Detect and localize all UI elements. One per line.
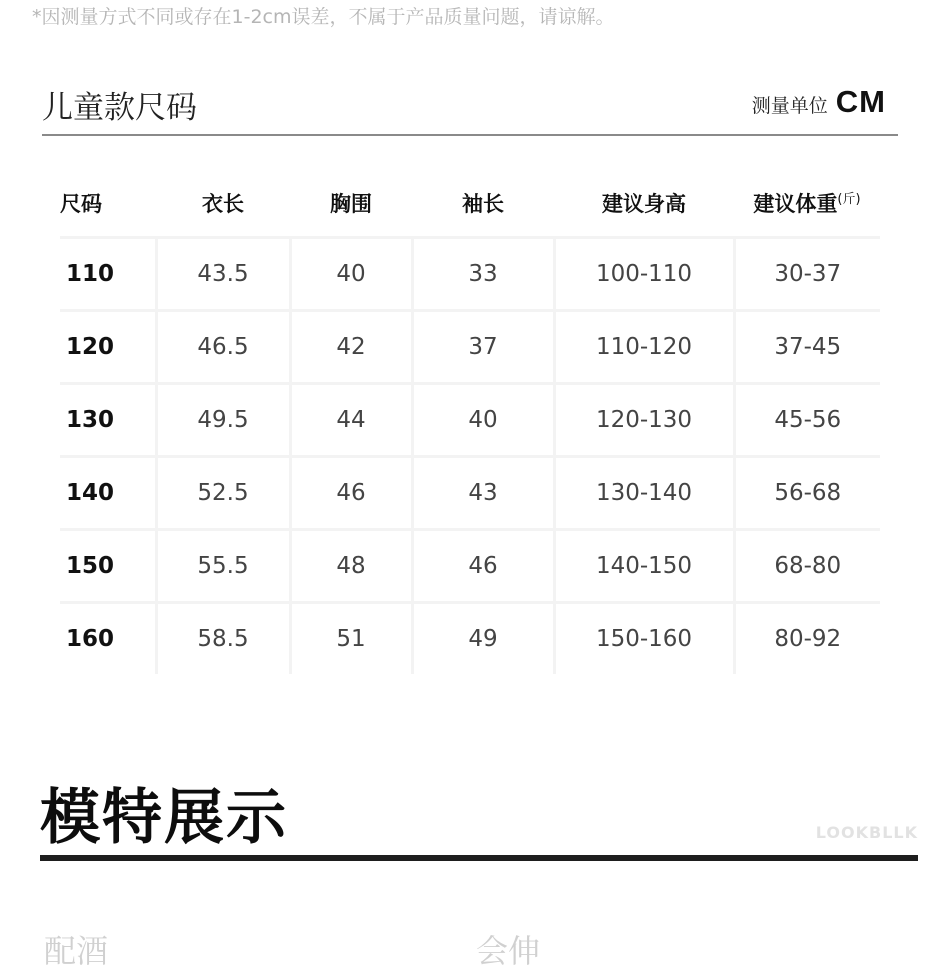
header-height: 建议身高: [602, 192, 686, 216]
section-divider: [40, 855, 918, 861]
cell-length: 52.5: [156, 457, 290, 530]
cell-length: 58.5: [156, 603, 290, 675]
cell-weight: 56-68: [734, 457, 880, 530]
table-row: [60, 238, 880, 311]
cell-weight: 68-80: [734, 530, 880, 603]
cell-size: 120: [60, 311, 156, 384]
header-weight-unit: (斤): [837, 192, 861, 207]
title-divider: [42, 134, 898, 136]
table-header-row: [60, 170, 880, 238]
header-weight-label: 建议体重: [753, 192, 838, 216]
table-row: [60, 603, 880, 675]
cell-sleeve: 43: [412, 457, 554, 530]
caption-right: 会伸: [476, 932, 541, 970]
cell-size: 150: [60, 530, 156, 603]
table-row: [60, 457, 880, 530]
cell-chest: 48: [290, 530, 412, 603]
table-row: [60, 384, 880, 457]
cell-length: 55.5: [156, 530, 290, 603]
header-weight: [734, 170, 880, 238]
cell-chest: 51: [290, 603, 412, 675]
cell-size: 160: [60, 603, 156, 675]
cell-chest: 40: [290, 238, 412, 311]
cell-height: 110-120: [554, 311, 734, 384]
model-display-title: 模特展示: [40, 783, 288, 853]
cell-chest: 42: [290, 311, 412, 384]
cell-size: 140: [60, 457, 156, 530]
table-row: [60, 311, 880, 384]
cell-height: 140-150: [554, 530, 734, 603]
cell-chest: 46: [290, 457, 412, 530]
size-chart-title: 儿童款尺码: [42, 90, 197, 126]
cell-height: 120-130: [554, 384, 734, 457]
cell-weight: 45-56: [734, 384, 880, 457]
cell-chest: 44: [290, 384, 412, 457]
size-table: [60, 170, 880, 674]
cell-height: 150-160: [554, 603, 734, 675]
cell-weight: 37-45: [734, 311, 880, 384]
cell-sleeve: 46: [412, 530, 554, 603]
cell-length: 46.5: [156, 311, 290, 384]
cell-weight: 30-37: [734, 238, 880, 311]
cell-weight: 80-92: [774, 626, 842, 652]
header-size: 尺码: [60, 192, 102, 216]
cell-sleeve: 37: [412, 311, 554, 384]
header-chest: 胸围: [330, 192, 372, 216]
caption-left: 配酒: [44, 932, 109, 970]
table-row: [60, 530, 880, 603]
brand-watermark: LOOKBLLK: [815, 823, 918, 842]
cell-height: 100-110: [554, 238, 734, 311]
header-sleeve: 袖长: [462, 192, 504, 216]
unit-label: 测量单位: [751, 95, 828, 117]
cell-length: 43.5: [156, 238, 290, 311]
cell-size: 110: [60, 238, 156, 311]
cell-size: 130: [60, 384, 156, 457]
measurement-note: *因测量方式不同或存在1-2cm误差，不属于产品质量问题，请谅解。: [32, 6, 615, 28]
cell-sleeve: 40: [412, 384, 554, 457]
cell-length: 49.5: [156, 384, 290, 457]
cell-sleeve: 49: [412, 603, 554, 675]
measurement-unit: [752, 84, 886, 120]
header-length: 衣长: [202, 192, 244, 216]
unit-value: CM: [835, 84, 886, 119]
cell-sleeve: 33: [412, 238, 554, 311]
cell-height: 130-140: [554, 457, 734, 530]
